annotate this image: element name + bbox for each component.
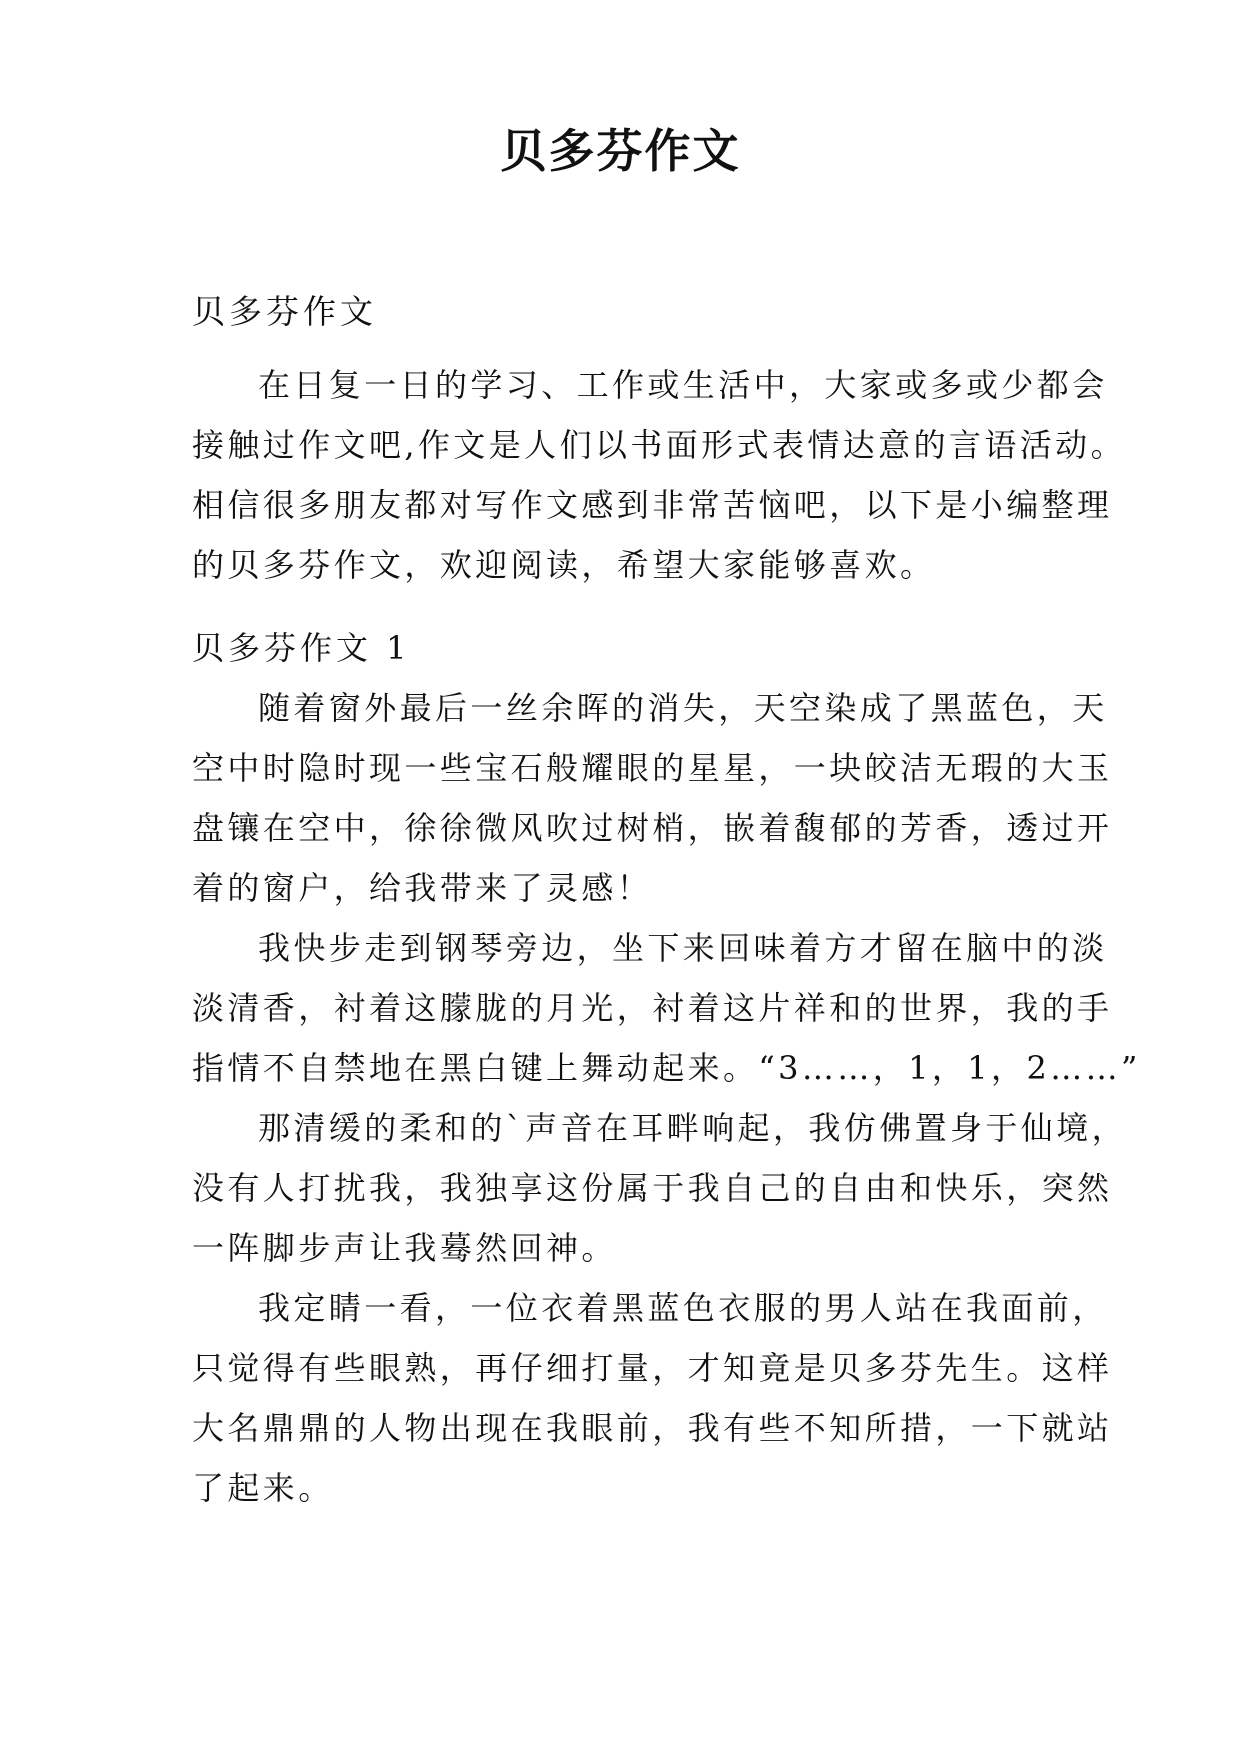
paragraph-line: 我定睛一看，一位衣着黑蓝色衣服的男人站在我面前， <box>258 1289 1108 1327</box>
paragraph-line: 着的窗户，给我带来了灵感！ <box>192 869 653 907</box>
paragraph-line: 只觉得有些眼熟，再仔细打量，才知竟是贝多芬先生。这样 <box>192 1349 1113 1387</box>
document-title: 贝多芬作文 <box>500 124 741 178</box>
intro-line: 接触过作文吧,作文是人们以书面形式表情达意的言语活动。 <box>192 426 1126 464</box>
intro-line: 在日复一日的学习、工作或生活中，大家或多或少都会 <box>258 366 1108 404</box>
section-1 <box>192 618 1141 1518</box>
paragraph-line: 空中时隐时现一些宝石般耀眼的星星，一块皎洁无瑕的大玉 <box>192 749 1113 787</box>
paragraph-line: 了起来。 <box>192 1469 334 1507</box>
paragraph-line: 一阵脚步声让我蓦然回神。 <box>192 1229 617 1267</box>
paragraph-line: 没有人打扰我，我独享这份属于我自己的自由和快乐，突然 <box>192 1169 1113 1207</box>
intro-line: 的贝多芬作文，欢迎阅读，希望大家能够喜欢。 <box>192 546 936 584</box>
paragraph-line: 淡清香，衬着这朦胧的月光，衬着这片祥和的世界，我的手 <box>192 989 1113 1027</box>
paragraph-line: 指情不自禁地在黑白键上舞动起来。“3……，1，1，2……” <box>192 1049 1141 1087</box>
section-heading: 贝多芬作文 1 <box>192 629 411 667</box>
paragraph-line: 那清缓的柔和的`声音在耳畔响起，我仿佛置身于仙境， <box>258 1109 1128 1147</box>
paragraph-line: 随着窗外最后一丝余晖的消失，天空染成了黑蓝色，天 <box>258 689 1108 727</box>
paragraph-line: 大名鼎鼎的人物出现在我眼前，我有些不知所措，一下就站 <box>192 1409 1113 1447</box>
intro-line: 相信很多朋友都对写作文感到非常苦恼吧，以下是小编整理 <box>192 486 1113 524</box>
paragraph-line: 盘镶在空中，徐徐微风吹过树梢，嵌着馥郁的芳香，透过开 <box>192 809 1113 847</box>
document-subtitle: 贝多芬作文 <box>192 292 377 331</box>
intro-paragraph <box>192 355 1126 595</box>
paragraph-line: 我快步走到钢琴旁边，坐下来回味着方才留在脑中的淡 <box>258 929 1108 967</box>
